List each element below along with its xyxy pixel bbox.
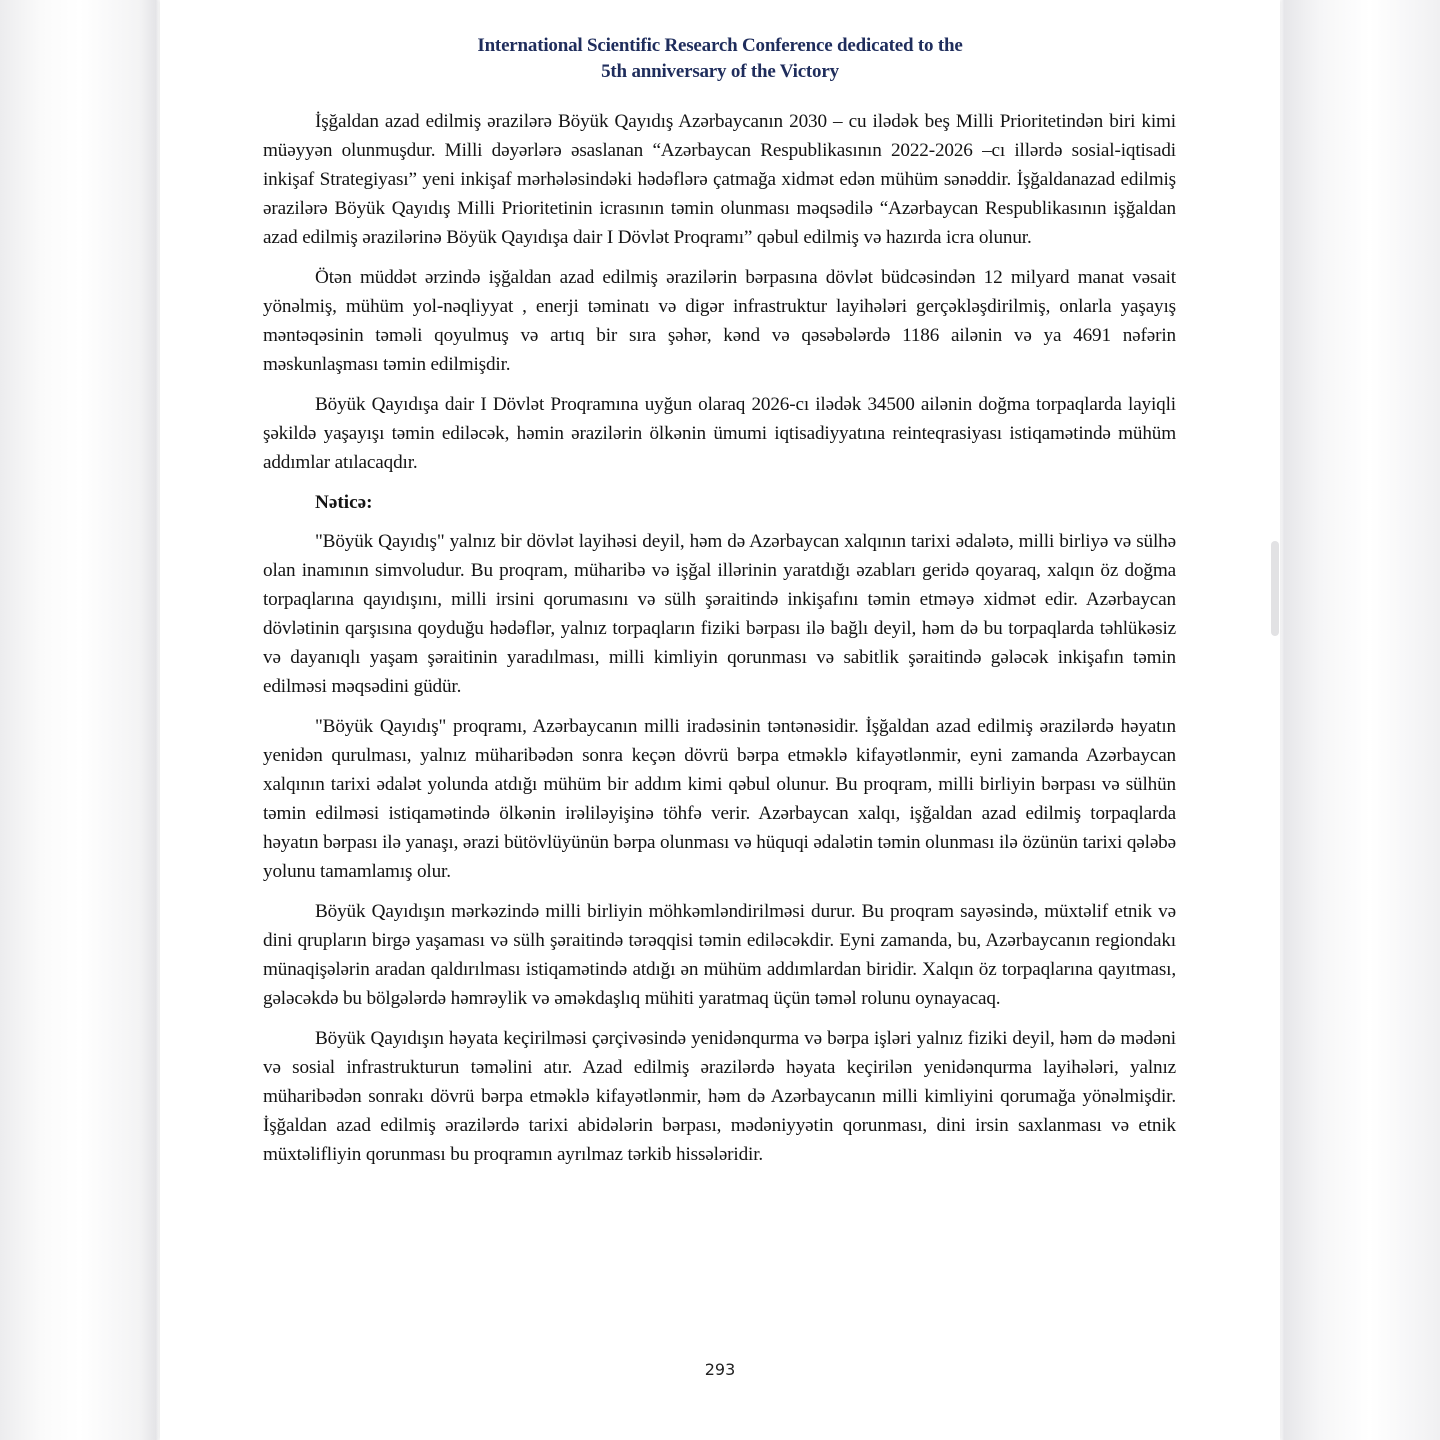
conclusion-paragraph: Böyük Qayıdışın həyata keçirilməsi çərçivəsində yenidənqurma və bərpa işləri yalnız fiziki deyil, həm də mədəni və sosial infrastrukturun təməlini atır. Azad edilmiş ərazilərdə həyata keçirilən yenidənqurma layihələri, yalnız müharibədən sonrakı dövrü bərpa etməklə kifayətlənmir, həm də Azərbaycanın milli kimliyini qorumağa yönəlmişdir. İşğaldan azad edilmiş ərazilərdə tarixi abidələrin bərpası, mədəniyyətin qorunması, dini irsin saxlanması və etnik müxtəlifliyin qorunması bu proqramın ayrılmaz tərkib hissələridir. <box>263 1028 1176 1165</box>
document-body <box>263 107 1176 1180</box>
header-line-1: International Scientific Research Conference dedicated to the <box>477 35 963 56</box>
page-number: 293 <box>704 1360 736 1379</box>
vertical-scrollbar-thumb[interactable] <box>1271 541 1279 636</box>
conclusion-paragraph: "Böyük Qayıdış" yalnız bir dövlət layihəsi deyil, həm də Azərbaycan xalqının tarixi ədalətə, milli birliyə və sülhə olan inamının simvoludur. Bu proqram, müharibə və işğal illərinin yaratdığı əzabları geridə qoyaraq, xalqın öz doğma torpaqlarına qayıdışını, milli irsini qorumasını və sülh şəraitində inkişafını təmin etməyə xidmət edir. Azərbaycan dövlətinin qarşısına qoyduğu hədəflər, yalnız torpaqların fiziki bərpası ilə bağlı deyil, həm də bu torpaqlarda təhlükəsiz və dayanıqlı yaşam şəraitinin yaradılması, milli kimliyin qorunması və sabitlik şəraitində gələcək inkişafın təmin edilməsi məqsədini güdür. <box>263 531 1176 697</box>
conclusion-paragraph: Böyük Qayıdışın mərkəzində milli birliyin möhkəmləndirilməsi durur. Bu proqram sayəsində, müxtəlif etnik və dini qrupların birgə yaşaması və sülh şəraitində tərəqqisi təmin ediləcəkdir. Eyni zamanda, bu, Azərbaycanın regiondakı münaqişələrin aradan qaldırılması istiqamətində atdığı ən mühüm addımlardan biridir. Xalqın öz torpaqlarına qayıtması, gələcəkdə bu bölgələrdə həmrəylik və əməkdaşlıq mühiti yaratmaq üçün təməl rolunu oynayacaq. <box>263 901 1176 1009</box>
conference-header <box>160 33 1280 85</box>
body-paragraph: Böyük Qayıdışa dair I Dövlət Proqramına uyğun olaraq 2026-cı ilədək 34500 ailənin doğma torpaqlarda layiqli şəkildə yaşayışı təmin ediləcək, həmin ərazilərin ölkənin ümumi iqtisadiyyatına reinteqrasiyası istiqamətində mühüm addımlar atılacaqdır. <box>263 394 1176 473</box>
body-paragraph: İşğaldan azad edilmiş ərazilərə Böyük Qayıdış Azərbaycanın 2030 – cu ilədək beş Milli Prioritetindən biri kimi müəyyən olunmuşdur. Milli dəyərlərə əsaslanan “Azərbaycan Respublikasının 2022-2026 –cı illərdə sosial-iqtisadi inkişaf Strategiyası” yeni inkişaf mərhələsindəki hədəflərə çatmağa xidmət edən mühüm sənəddir. İşğaldanazad edilmiş ərazilərə Böyük Qayıdış Milli Prioritetinin icrasının təmin olunması məqsədilə “Azərbaycan Respublikasının işğaldan azad edilmiş ərazilərinə Böyük Qayıdışa dair I Dövlət Proqramı” qəbul edilmiş və hazırda icra olunur. <box>263 111 1176 248</box>
document-page <box>160 0 1280 1440</box>
conclusion-heading: Nəticə: <box>315 492 373 513</box>
header-line-2: 5th anniversary of the Victory <box>601 61 839 82</box>
conclusion-paragraph: "Böyük Qayıdış" proqramı, Azərbaycanın milli iradəsinin təntənəsidir. İşğaldan azad edilmiş ərazilərdə həyatın yenidən qurulması, yalnız müharibədən sonra keçən dövrü bərpa etməklə kifayətlənmir, eyni zamanda Azərbaycan xalqının tarixi ədalət yolunda atdığı mühüm bir addım kimi qəbul olunur. Bu proqram, milli birliyin bərpası və sülhün təmin edilməsi istiqamətində ölkənin irəliləyişinə töhfə verir. Azərbaycan xalqı, işğaldan azad edilmiş torpaqlarda həyatın bərpası ilə yanaşı, ərazi bütövlüyünün bərpa olunması və hüquqi ədalətin təmin olunması ilə özünün tarixi qələbə yolunu tamamlamış olur. <box>263 716 1176 882</box>
body-paragraph: Ötən müddət ərzində işğaldan azad edilmiş ərazilərin bərpasına dövlət büdcəsindən 12 milyard manat vəsait yönəlmiş, mühüm yol-nəqliyyat , enerji təminatı və digər infrastruktur layihələri gerçəkləşdirilmiş, onlarla yaşayış məntəqəsinin təməli qoyulmuş və artıq bir sıra şəhər, kənd və qəsəbələrdə 1186 ailənin və ya 4691 nəfərin məskunlaşması təmin edilmişdir. <box>263 267 1176 375</box>
